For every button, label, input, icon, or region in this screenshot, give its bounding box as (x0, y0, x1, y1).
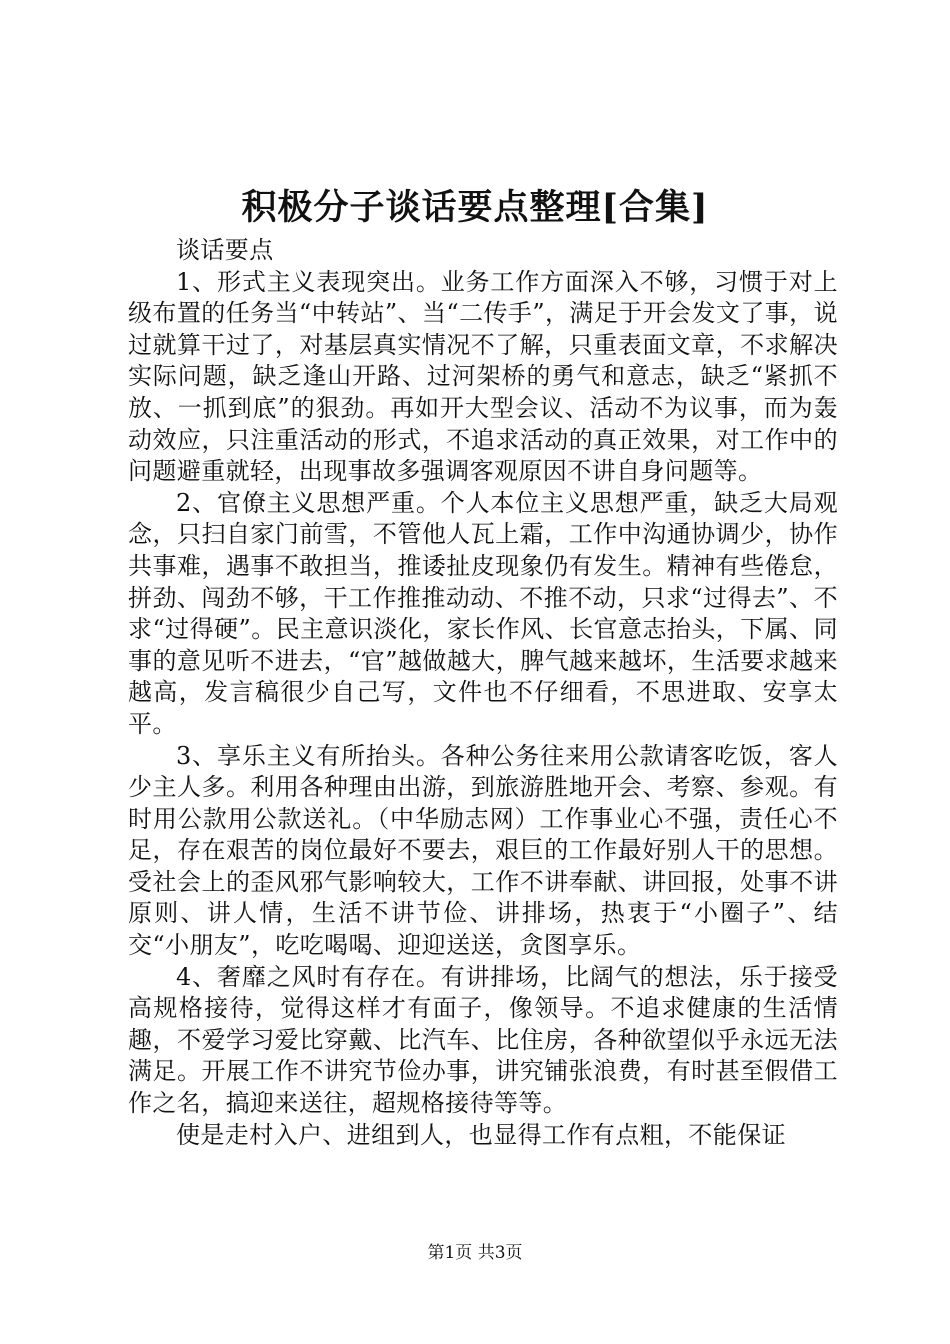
paragraph-1: 1、形式主义表现突出。业务工作方面深入不够，习惯于对上级布置的任务当“中转站”、当“二传手”，满足于开会发文了事，说过就算干过了，对基层真实情况不了解，只重表面文章，不求解决实际问题，缺乏逢山开路、过河架桥的勇气和意志，缺乏“紧抓不放、一抓到底”的狠劲。再如开大型会议、活动不为议事，而为轰动效应，只注重活动的形式，不追求活动的真正效果，对工作中的问题避重就轻，出现事故多强调客观原因不讲自身问题等。 (128, 267, 838, 486)
paragraph-4: 4、奢靡之风时有存在。有讲排场，比阔气的想法，乐于接受高规格接待，觉得这样才有面子，像领导。不追求健康的生活情趣，不爱学习爱比穿戴、比汽车、比住房，各种欲望似乎永远无法满足。开展工作不讲究节俭办事，讲究铺张浪费，有时甚至假借工作之名，搞迎来送往，超规格接待等等。 (128, 962, 838, 1118)
page-footer: 第1页 共3页 (427, 1243, 523, 1263)
paragraph-5: 使是走村入户、进组到人，也显得工作有点粗，不能保证 (176, 1120, 786, 1149)
paragraph-3: 3、享乐主义有所抬头。各种公务往来用公款请客吃饭，客人少主人多。利用各种理由出游，到旅游胜地开会、考察、参观。有时用公款用公款送礼。（中华励志网）工作事业心不强，责任心不足，存在艰苦的岗位最好不要去，艰巨的工作最好别人干的思想。受社会上的歪风邪气影响较大，工作不讲奉献、讲回报，处事不讲原则、讲人情，生活不讲节俭、讲排场，热衷于“小圈子”、结交“小朋友”，吃吃喝喝、迎迎送送，贪图享乐。 (128, 741, 838, 960)
document-title: 积极分子谈话要点整理[合集] (241, 187, 709, 228)
document-body (128, 235, 838, 1151)
paragraph-2: 2、官僚主义思想严重。个人本位主义思想严重，缺乏大局观念，只扫自家门前雪，不管他人瓦上霜，工作中沟通协调少，协作共事难，遇事不敢担当，推诿扯皮现象仍有发生。精神有些倦怠，拼劲、闯劲不够，干工作推推动动、不推不动，只求“过得去”、不求“过得硬”。民主意识淡化，家长作风、长官意志抬头，下属、同事的意见听不进去，“官”越做越大，脾气越来越坏，生活要求越来越高，发言稿很少自己写，文件也不仔细看，不思进取、安享太平。 (128, 488, 838, 738)
paragraph-heading: 谈话要点 (176, 236, 274, 264)
